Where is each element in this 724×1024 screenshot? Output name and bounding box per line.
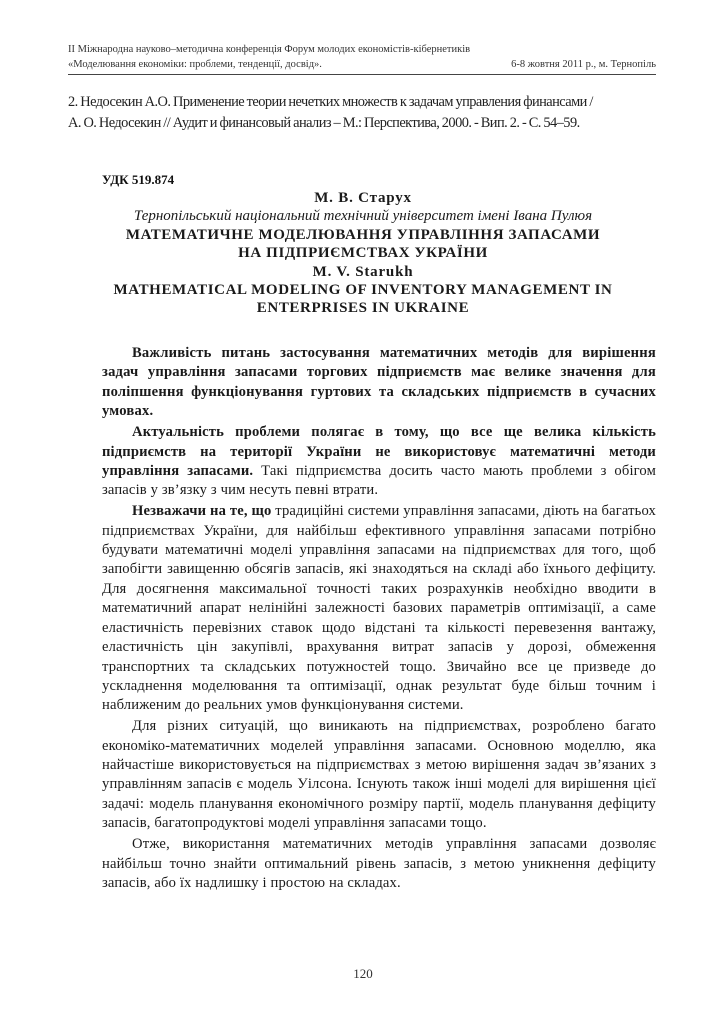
header-conference-line: II Міжнародна науково–методична конференція Форум молодих економістів-кібернетиків <box>68 44 471 55</box>
header-second-line <box>68 57 656 72</box>
relevance-text: Такі підприємства досить часто мають проблеми з обігом запасів у зв’язку з чим несуть певні втрати. <box>102 462 656 499</box>
author-en: M. V. Starukh <box>312 263 414 280</box>
article-body <box>102 344 656 895</box>
paragraph-importance: Важливість питань застосування математичних методів для вирішення задач управління запасами торгових підприємств має велике значення для поліпшення функціонування гуртових та складських підприємств в сучасних умовах. <box>102 345 656 420</box>
relevance-bold-text: Актуальність проблеми полягає в тому, що все ще велика кількість підприємств на території України не використовує математичні методи управління запасами. <box>102 424 656 479</box>
title-en-line-1: MATHEMATICAL MODELING OF INVENTORY MANAGEMENT IN <box>113 282 613 299</box>
paragraph-models <box>102 502 656 715</box>
affiliation: Тернопільський національний технічний університет імені Івана Пулюя <box>133 208 593 225</box>
running-header <box>68 42 656 75</box>
paragraph-relevance <box>102 423 656 501</box>
reference-entry <box>68 92 658 134</box>
models-text: традиційні системи управління запасами, діють на багатьох підприємствах України, для найбільш ефективного управління запасами потрібно будувати математичні моделі управління запасами на підприємствах для того, щоб запобігти завищенню обсягів запасів, які знаходяться на складі або їхнього дефіциту. Для досягнення максимальної точності таких розрахунків необхідно вводити в математичний апарат нелінійні залежності базових параметрів оптимізації, а саме еластичність перевізних ставок щодо відстані та кількості перевезення вантажу, еластичність цін закупівлі, врахування витрат запасів у дорозі, обмеження транспортних та складських потужностей тощо. Звичайно все це призведе до ускладнення моделювання та оптимізації, однак результат буде більш точним і наближеним до реальних умов функціонування системи. <box>102 503 657 714</box>
author-ua: М. В. Старух <box>314 190 412 206</box>
paragraph-conclusion: Отже, використання математичних методів управління запасами дозволяє найбільш точно знайти оптимальний рівень запасів, з метою уникнення дефіциту запасів, або їх надлишку і простою на складах. <box>102 836 656 891</box>
title-ua-line-2: НА ПІДПРИЄМСТВАХ УКРАЇНИ <box>238 245 488 262</box>
header-conference-theme: «Моделювання економіки: проблеми, тенденції, досвід». <box>68 59 322 70</box>
reference-line-1: 2. Недосекин А.О. Применение теории нечетких множеств к задачам управления финансами / <box>68 94 593 110</box>
title-ua-line-1: МАТЕМАТИЧНЕ МОДЕЛЮВАННЯ УПРАВЛІННЯ ЗАПАСАМИ <box>125 226 601 243</box>
header-date-place: 6-8 жовтня 2011 р., м. Тернопіль <box>511 59 656 70</box>
document-page <box>68 0 658 1024</box>
title-block <box>68 189 658 318</box>
title-en-line-2: ENTERPRISES IN UKRAINE <box>256 300 470 317</box>
reference-line-2: А. О. Недосекин // Аудит и финансовый анализ – М.: Перспектива, 2000. - Вип. 2. - С. 54–59. <box>68 115 580 131</box>
udc-code: УДК 519.874 <box>102 172 175 187</box>
page-number: 120 <box>353 966 373 981</box>
models-bold-text: Незважачи на те, що <box>132 503 272 520</box>
paragraph-wilson-model: Для різних ситуацій, що виникають на підприємствах, розроблено багато економіко-математичних моделей управління запасами. Основною моделлю, яка найчастіше використовується на підприємствах з метою вирішення задач зв’язаних з управлінням запасів є модель Уілсона. Існують також інші моделі для вирішення цієї задачі: модель планування економічного розміру партії, модель планування дефіциту запасів, багатопродуктові моделі управління запасами тощо. <box>102 718 656 832</box>
